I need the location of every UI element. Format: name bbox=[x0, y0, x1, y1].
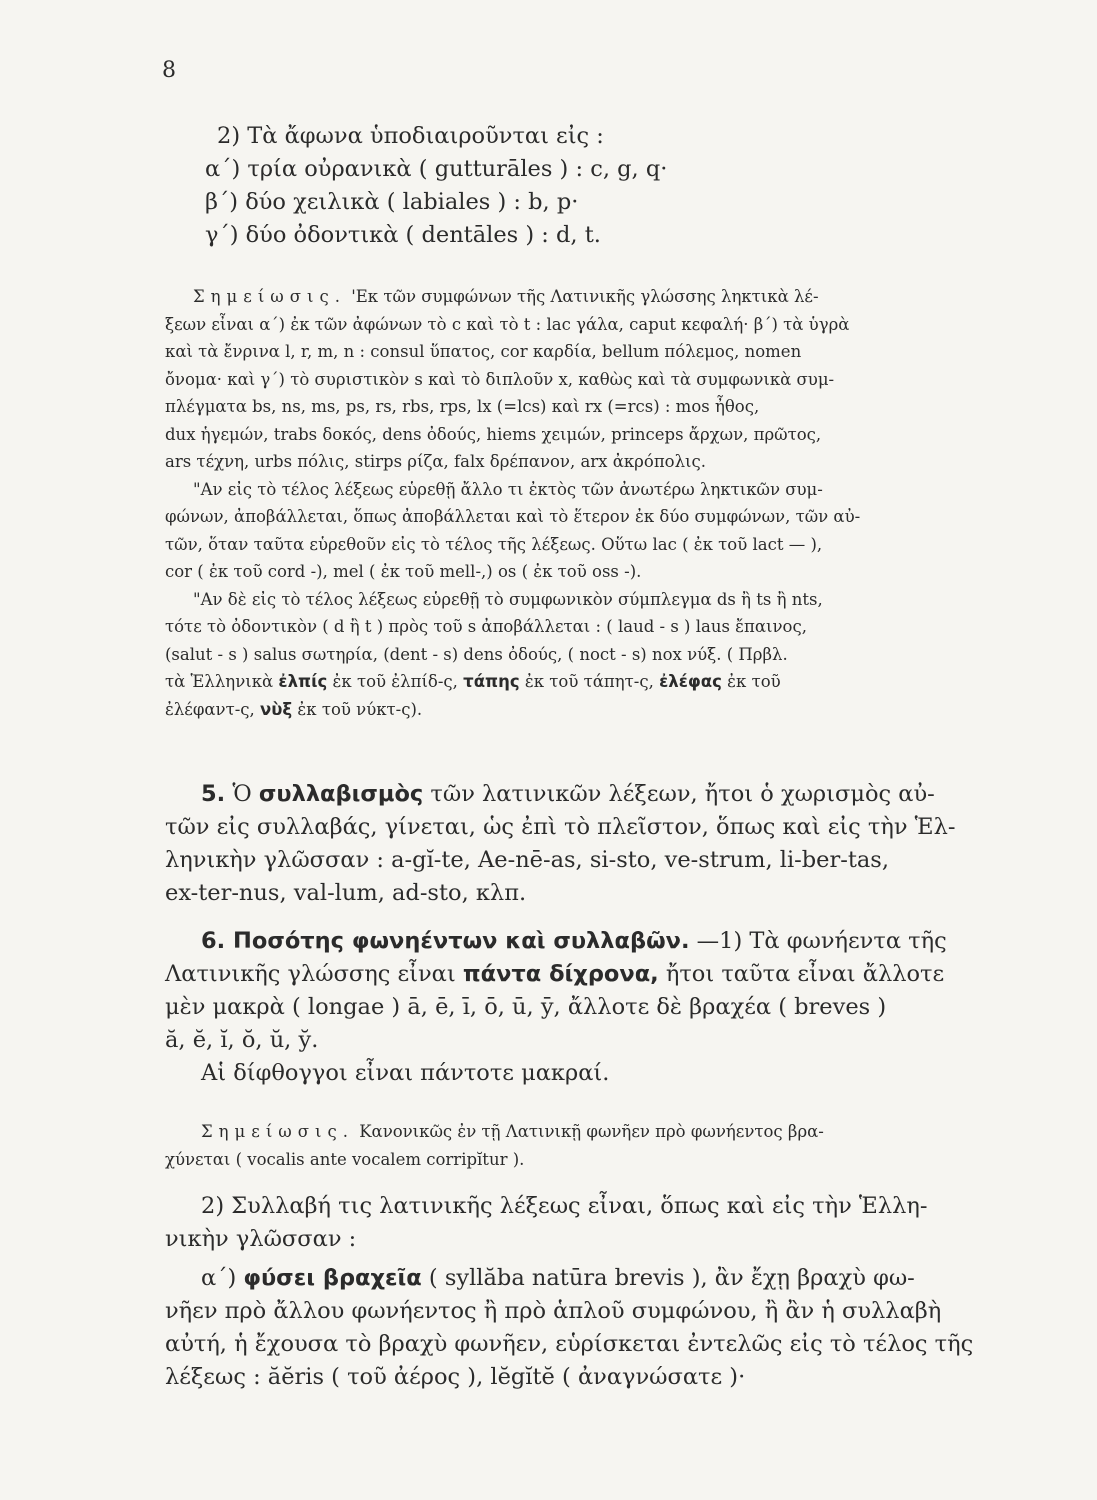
note-text: Κανονικῶς ἐν τῇ Λατινικῇ φωνῆεν πρὸ φωνήεντος βρα- bbox=[359, 1122, 824, 1141]
section-text: Αἱ δίφθογγοι εἶναι πάντοτε μακραί. bbox=[201, 1060, 610, 1086]
note-text: cor ( ἐκ τοῦ cord -), mel ( ἐκ τοῦ mell-,) os ( ἐκ τοῦ oss -). bbox=[165, 562, 642, 581]
bold-term: ἐλπίς bbox=[278, 672, 328, 691]
bold-term: νὺξ bbox=[260, 699, 293, 719]
section-text: ă, ĕ, ĭ, ŏ, ŭ, y̆. bbox=[165, 1027, 319, 1053]
note-text: 'Εκ τῶν συμφώνων τῆς Λατινικῆς γλώσσης ληκτικὰ λέ- bbox=[351, 287, 819, 306]
section-text: ἤτοι ταῦτα εἶναι ἄλλοτε bbox=[665, 961, 945, 987]
section-text: μὲν μακρὰ ( longae ) ā, ē, ī, ō, ū, ȳ, ἄλλοτε δὲ βραχέα ( breves ) bbox=[165, 994, 887, 1020]
section-text: α΄) bbox=[201, 1265, 237, 1291]
note-text: dux ἡγεμών, trabs δοκός, dens ὀδούς, hiems χειμών, princeps ἄρχων, πρῶτος, bbox=[165, 424, 822, 444]
section-6-quantity bbox=[165, 925, 1025, 1090]
note-text: (salut - s ) salus σωτηρία, (dent - s) dens ὀδούς, ( noct - s) nox νύξ. ( Πρβλ. bbox=[165, 644, 788, 664]
note-text: ὄνομα· καὶ γ΄) τὸ συριστικὸν s καὶ τὸ διπλοῦν x, καθὼς καὶ τὰ συμφωνικὰ συμ- bbox=[165, 369, 835, 389]
note-text: "Αν εἰς τὸ τέλος λέξεως εὑρεθῇ ἄλλο τι ἐκτὸς τῶν ἀνωτέρω ληκτικῶν συμ- bbox=[193, 479, 823, 499]
bold-term: ἐλέφας bbox=[659, 672, 722, 691]
section-text: νικὴν γλῶσσαν : bbox=[165, 1226, 357, 1252]
aphona-list bbox=[205, 120, 1020, 252]
section-5-syllabification bbox=[165, 778, 1025, 910]
section-text: Λατινικῆς γλώσσης εἶναι bbox=[165, 961, 456, 987]
note-text: ἐκ τοῦ νύκτ-ς). bbox=[297, 699, 423, 719]
section-title: 6. Ποσότης φωνηέντων καὶ συλλαβῶν. bbox=[201, 928, 690, 954]
note-text: ἐλέφαντ-ς, bbox=[165, 699, 255, 719]
section-text: λέξεως : ăĕris ( τοῦ ἀέρος ), lĕgĭtĕ ( ἀναγνώσατε )· bbox=[165, 1364, 746, 1390]
note-text: χύνεται ( vocalis ante vocalem corripĭtur ). bbox=[165, 1149, 525, 1169]
section-text: 2) Συλλαβή τις λατινικῆς λέξεως εἶναι, ὅπως καὶ εἰς τὴν Ἑλλη- bbox=[201, 1193, 928, 1219]
section-text: Ὁ bbox=[232, 781, 252, 807]
note-label: Σημείωσις. bbox=[201, 1122, 354, 1141]
page-number: 8 bbox=[162, 58, 176, 83]
section-text: τῶν εἰς συλλαβάς, γίνεται, ὡς ἐπὶ τὸ πλεῖστον, ὅπως καὶ εἰς τὴν Ἑλ- bbox=[165, 814, 956, 840]
note-text: τὰ Ἑλληνικὰ bbox=[165, 672, 274, 691]
note-text: πλέγματα bs, ns, ms, ps, rs, rbs, rps, lx (=lcs) καὶ rx (=rcs) : mos ἦθος, bbox=[165, 397, 760, 416]
bold-term: πάντα δίχρονα, bbox=[462, 961, 659, 987]
note-label: Σημείωσις. bbox=[193, 287, 346, 306]
section-text: νῆεν πρὸ ἄλλου φωνήεντος ἢ πρὸ ἁπλοῦ συμφώνου, ἢ ἂν ἡ συλλαβὴ bbox=[165, 1298, 942, 1324]
section-text: αὐτή, ἡ ἔχουσα τὸ βραχὺ φωνῆεν, εὑρίσκεται ἐντελῶς εἰς τὸ τέλος τῆς bbox=[165, 1331, 974, 1357]
section-text: ληνικὴν γλῶσσαν : a-gĭ-te, Ae-nē-as, si-sto, ve-strum, li-ber-tas, bbox=[165, 847, 889, 873]
note-text: ἐκ τοῦ τάπητ-ς, bbox=[524, 672, 654, 691]
note-text: ἐκ τοῦ ἐλπίδ-ς, bbox=[332, 672, 458, 691]
section-text: τῶν λατινικῶν λέξεων, ἤτοι ὁ χωρισμὸς αὐ- bbox=[430, 781, 935, 807]
aphona-item: α΄) τρία οὐρανικὰ ( gutturāles ) : c, g, q· bbox=[205, 156, 668, 182]
note-text: ἐκ τοῦ bbox=[727, 672, 781, 691]
note-text: τότε τὸ ὀδοντικὸν ( d ἢ t ) πρὸς τοῦ s ἀποβάλλεται : ( laud - s ) laus ἔπαινος, bbox=[165, 617, 807, 636]
note-consonant-endings bbox=[165, 283, 1025, 723]
aphona-item: β΄) δύο χειλικὰ ( labiales ) : b, p· bbox=[205, 189, 579, 215]
note-text: φώνων, ἀποβάλλεται, ὅπως ἀποβάλλεται καὶ τὸ ἕτερον ἐκ δύο συμφώνων, τῶν αὐ- bbox=[165, 507, 861, 526]
section-text: —1) Τὰ φωνήεντα τῆς bbox=[696, 928, 947, 954]
note-vowel-shortening bbox=[165, 1118, 1025, 1173]
section-text: ( syllăba natūra brevis ), ἂν ἔχῃ βραχὺ φω- bbox=[428, 1265, 915, 1291]
note-text: καὶ τὰ ἔνρινα l, r, m, n : consul ὕπατος, cor καρδία, bellum πόλεμος, nomen bbox=[165, 342, 802, 361]
aphona-heading: 2) Τὰ ἄφωνα ὑποδιαιροῦνται εἰς : bbox=[217, 123, 604, 149]
bold-term: τάπης bbox=[463, 672, 520, 691]
bold-term: φύσει βραχεῖα bbox=[243, 1265, 422, 1291]
section-text: ex-ter-nus, val-lum, ad-sto, κλπ. bbox=[165, 880, 527, 906]
bold-term: συλλαβισμὸς bbox=[258, 781, 424, 807]
section-6-syllables bbox=[165, 1190, 1025, 1394]
note-text: ars τέχνη, urbs πόλις, stirps ρίζα, falx δρέπανον, arx ἀκρόπολις. bbox=[165, 452, 707, 471]
note-text: ξεων εἶναι α΄) ἐκ τῶν ἀφώνων τὸ c καὶ τὸ t : lac γάλα, caput κεφαλή· β΄) τὰ ὑγρὰ bbox=[165, 314, 850, 334]
note-text: τῶν, ὅταν ταῦτα εὑρεθοῦν εἰς τὸ τέλος τῆς λέξεως. Οὕτω lac ( ἐκ τοῦ lact — ), bbox=[165, 534, 823, 554]
section-number: 5. bbox=[201, 781, 226, 807]
note-text: "Αν δὲ εἰς τὸ τέλος λέξεως εὑρεθῇ τὸ συμφωνικὸν σύμπλεγμα ds ἢ ts ἢ nts, bbox=[193, 589, 823, 609]
aphona-item: γ΄) δύο ὀδοντικὰ ( dentāles ) : d, t. bbox=[205, 222, 601, 248]
